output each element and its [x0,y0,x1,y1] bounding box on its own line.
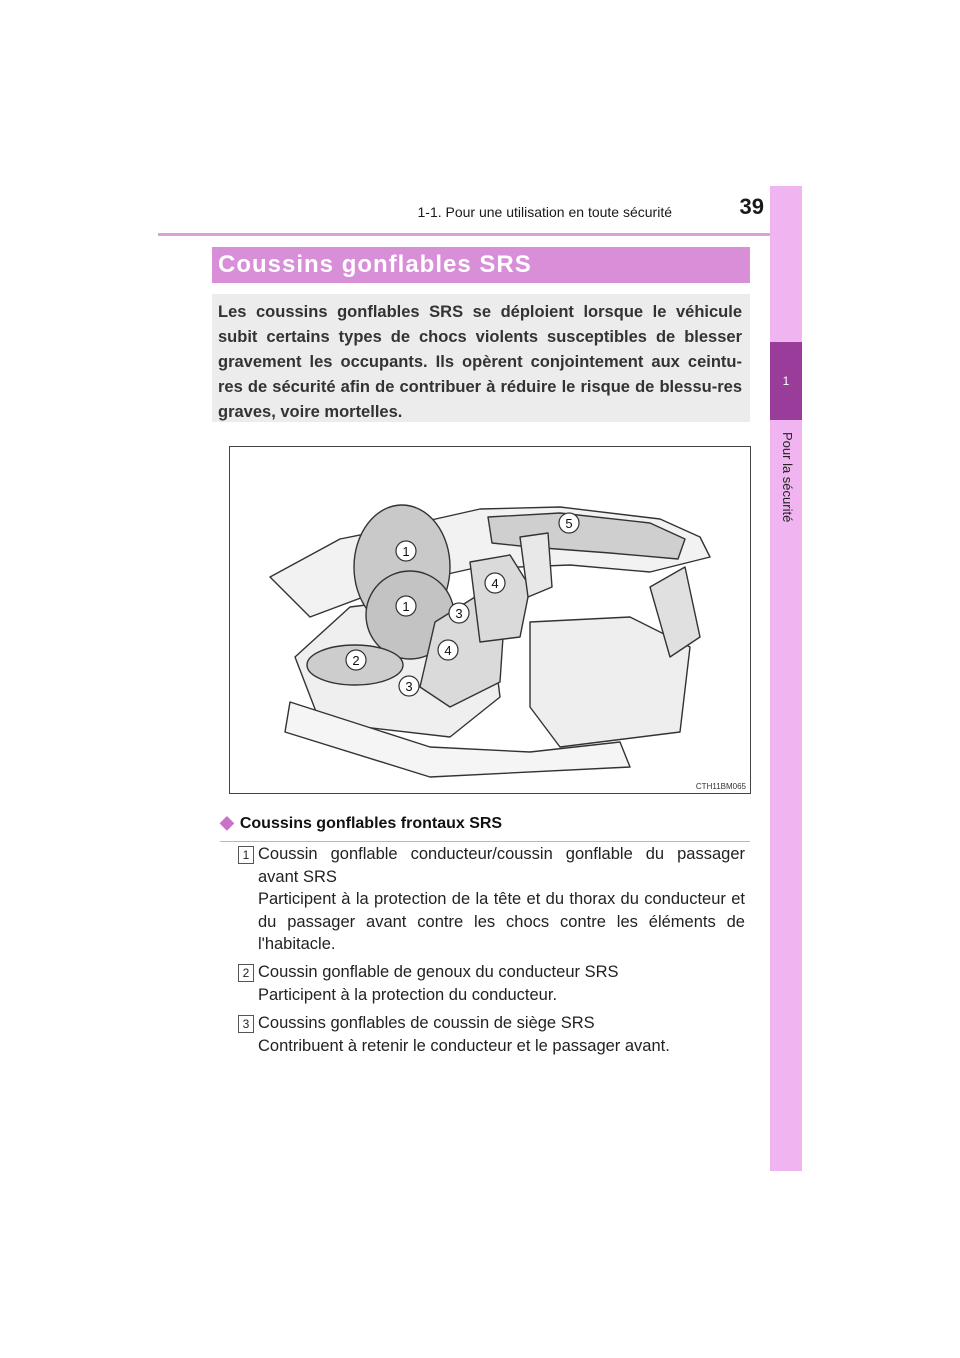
callout-label: 1 [402,599,410,614]
airbag-illustration [229,446,751,794]
item-description: Participent à la protection du conducteur. [258,985,558,1004]
car-interior-drawing [230,447,750,793]
list-item [238,1012,745,1057]
callout-label: 4 [444,643,452,658]
figure-code: CTH11BM065 [695,782,746,791]
item-number: 2 [238,964,254,982]
item-title: Coussin gonflable de genoux du conducteur SRS [258,963,619,981]
callout-label: 3 [405,679,413,694]
callout-label: 3 [455,606,463,621]
callout-label: 4 [491,576,499,591]
list-item [238,961,745,1006]
callout-label: 2 [352,653,360,668]
item-number: 1 [238,846,254,864]
diamond-bullet-icon: ◆ [220,812,234,832]
item-title: Coussin gonflable conducteur/coussin gonflable du passager avant SRS [258,845,745,886]
item-title: Coussins gonflables de coussin de siège SRS [258,1014,595,1032]
item-number: 3 [238,1015,254,1033]
item-description: Participent à la protection de la tête et du thorax du conducteur et du passager avant contre les chocs contre les éléments de l'habitacle. [258,890,745,953]
header-divider [158,233,802,236]
section-header: 1-1. Pour une utilisation en toute sécurité [417,204,672,220]
page-title: Coussins gonflables SRS [218,251,532,278]
subsection-heading [220,812,750,842]
page-number: 39 [739,194,764,219]
callout-label: 5 [565,516,573,531]
callout-label: 1 [402,544,410,559]
item-description: Contribuent à retenir le conducteur et le passager avant. [258,1036,670,1055]
intro-paragraph: Les coussins gonflables SRS se déploient lorsque le véhicule subit certains types de chocs violents susceptibles de blesser gravement les occupants. Ils opèrent conjointement aux ceintu-res de sécurité afin de contribuer à réduire le risque de blessu-res graves, voire mortelles. [218,303,742,421]
chapter-number: 1 [782,374,790,388]
chapter-side-tab [770,186,802,1171]
chapter-title: Pour la sécurité [780,432,795,523]
list-item [238,843,745,956]
subsection-heading-text: Coussins gonflables frontaux SRS [239,815,503,832]
